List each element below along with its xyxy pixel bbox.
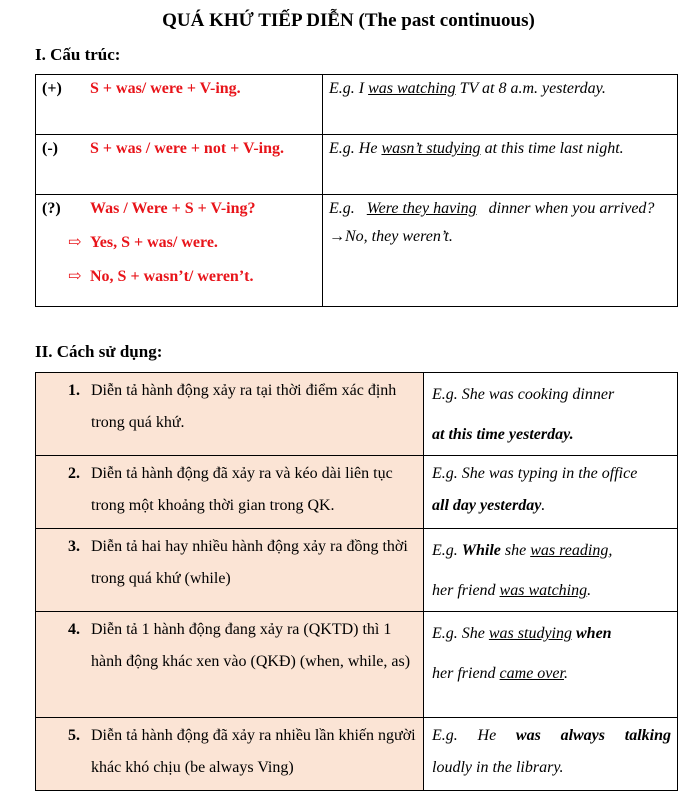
formula-cell xyxy=(36,75,323,135)
usage-number: 2. xyxy=(68,465,80,482)
example-bold: was always talking xyxy=(515,727,671,744)
usage-text: Diễn tả 1 hành động đang xảy ra (QKTD) thì 1 hành động khác xen vào (QKĐ) (when, while, as) xyxy=(91,621,411,670)
formula-text: S + was / were + not + V-ing. xyxy=(90,140,285,157)
example-bold: all day yesterday xyxy=(432,497,542,514)
page-title: QUÁ KHỨ TIẾP DIỄN (The past continuous) xyxy=(162,10,535,31)
usage-cell xyxy=(36,718,424,791)
example-text: E.g. I xyxy=(329,80,369,97)
usage-number: 1. xyxy=(68,382,80,399)
usage-number: 5. xyxy=(68,727,80,744)
example-verb: came over xyxy=(499,665,564,682)
example-text: E.g. She was cooking dinner xyxy=(432,386,615,403)
example-text: TV at 8 a.m. yesterday. xyxy=(455,80,606,97)
example-text: , xyxy=(608,542,613,559)
usage-number: 4. xyxy=(68,621,80,638)
example-cell xyxy=(323,135,678,195)
example-text: E.g. He xyxy=(329,140,382,157)
example-text: dinner when you arrived? xyxy=(484,200,655,217)
table-row xyxy=(36,75,678,135)
formula-cell xyxy=(36,135,323,195)
example-cell xyxy=(424,456,678,529)
formula-cell xyxy=(36,195,323,307)
table-row xyxy=(36,456,678,529)
example-verb: wasn’t studying xyxy=(381,140,481,157)
example-text: E.g. She xyxy=(432,625,489,642)
arrow-right-icon: ⇨ xyxy=(68,268,82,285)
example-cell xyxy=(323,195,678,307)
structure-table xyxy=(35,74,678,307)
table-row xyxy=(36,195,678,307)
usage-number: 3. xyxy=(68,538,80,555)
table-row xyxy=(36,612,678,718)
example-text: . xyxy=(541,497,546,514)
table-row xyxy=(36,373,678,456)
example-verb: Were they having xyxy=(366,200,477,217)
usage-cell xyxy=(36,373,424,456)
example-verb: was studying xyxy=(488,625,572,642)
example-cell xyxy=(424,529,678,612)
section-usage-heading: II. Cách sử dụng: xyxy=(35,342,163,361)
example-text: loudly in the library. xyxy=(432,759,564,776)
section-structure-heading: I. Cấu trúc: xyxy=(35,45,121,64)
example-bold: at this time yesterday. xyxy=(432,426,574,443)
answer-yes: Yes, S + was/ were. xyxy=(90,234,218,251)
example-verb: was reading xyxy=(530,542,609,559)
usage-cell xyxy=(36,529,424,612)
example-text: E.g. xyxy=(329,200,359,217)
usage-cell xyxy=(36,612,424,718)
example-text: she xyxy=(500,542,531,559)
example-verb: was watching xyxy=(368,80,456,97)
table-row xyxy=(36,529,678,612)
example-text: her friend xyxy=(432,665,500,682)
usage-text: Diễn tả hành động đã xảy ra và kéo dài liên tục trong một khoảng thời gian trong QK. xyxy=(91,465,393,514)
example-cell xyxy=(424,612,678,718)
example-text: her friend xyxy=(432,582,500,599)
formula-text: Was / Were + S + V-ing? xyxy=(90,200,256,217)
formula-text: S + was/ were + V-ing. xyxy=(90,80,241,97)
example-text: E.g. She was typing in the office xyxy=(432,465,638,482)
example-text: E.g. He xyxy=(432,727,516,744)
usage-text: Diễn tả hai hay nhiều hành động xảy ra đồng thời trong quá khứ (while) xyxy=(91,538,408,587)
example-cell xyxy=(323,75,678,135)
usage-text: Diễn tả hành động đã xảy ra nhiều lần khiến người khác khó chịu (be always Ving) xyxy=(91,727,416,776)
example-cell xyxy=(424,718,678,791)
example-text: . xyxy=(587,582,592,599)
usage-table xyxy=(35,372,678,791)
example-verb: was watching xyxy=(499,582,588,599)
sign-label: (+) xyxy=(42,80,62,97)
example-bold: While xyxy=(461,542,501,559)
arrow-right-icon: → xyxy=(329,228,345,245)
example-text: at this time last night. xyxy=(480,140,624,157)
example-answer: No, they weren’t. xyxy=(345,228,453,245)
example-text: E.g. xyxy=(432,542,462,559)
example-text: . xyxy=(563,665,568,682)
answer-no: No, S + wasn’t/ weren’t. xyxy=(90,268,254,285)
usage-text: Diễn tả hành động xảy ra tại thời điểm xác định trong quá khứ. xyxy=(91,382,397,431)
table-row xyxy=(36,718,678,791)
sign-label: (-) xyxy=(42,140,58,157)
arrow-right-icon: ⇨ xyxy=(68,234,82,251)
table-row xyxy=(36,135,678,195)
sign-label: (?) xyxy=(42,200,61,217)
example-bold: when xyxy=(572,625,612,642)
usage-cell xyxy=(36,456,424,529)
example-cell xyxy=(424,373,678,456)
